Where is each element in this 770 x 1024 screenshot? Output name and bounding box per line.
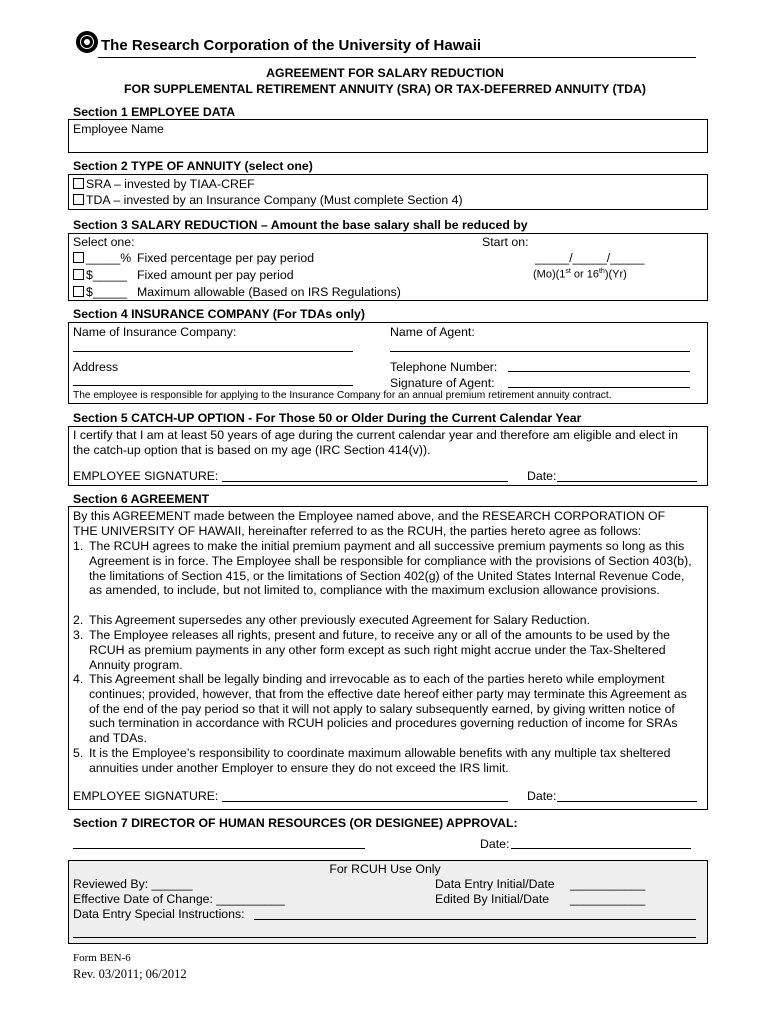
maximum-allowable-label: Maximum allowable (Based on IRS Regulations) [137, 285, 401, 299]
telephone-field[interactable] [508, 371, 690, 372]
rcuh-use-only-title: For RCUH Use Only [329, 862, 441, 876]
effective-date-label: Effective Date of Change: __________ [73, 892, 285, 906]
section6-heading: Section 6 AGREEMENT [73, 492, 210, 506]
catch-up-signature-field[interactable] [222, 481, 508, 482]
special-instructions-label: Data Entry Special Instructions: [73, 907, 245, 921]
header-rule [98, 57, 696, 58]
form-number: Form BEN-6 [73, 952, 131, 964]
section2-heading: Section 2 TYPE OF ANNUITY (select one) [73, 159, 313, 173]
insurance-company-label: Name of Insurance Company: [73, 325, 237, 339]
catch-up-signature-label: EMPLOYEE SIGNATURE: [73, 469, 219, 483]
insurance-note: The employee is responsible for applying to the Insurance Company for an annual premium retirement annuity contract. [73, 390, 612, 401]
approval-date-field[interactable] [511, 848, 691, 849]
option-tda-label: TDA – invested by an Insurance Company (Must complete Section 4) [86, 193, 463, 207]
address-field[interactable] [73, 385, 353, 386]
select-one-label: Select one: [73, 235, 135, 249]
section1-heading: Section 1 EMPLOYEE DATA [73, 105, 236, 119]
catch-up-date-label: Date: [527, 469, 557, 483]
agreement-item: 4. This Agreement shall be legally binding and irrevocable as to each of the parties hereto while employment continues; provided, however, that from the effective date hereof either party may terminate this Agreement as of the end of the pay period so that it will not apply to salary subsequently earned, by giving written notice of such termination in accordance with RCUH policies and procedures governing reduction of income for SRAs and TDAs. [73, 672, 687, 746]
insurance-company-field[interactable] [73, 351, 353, 352]
approval-date-label: Date: [480, 837, 510, 851]
form-title-line2: FOR SUPPLEMENTAL RETIREMENT ANNUITY (SRA) OR TAX-DEFERRED ANNUITY (TDA) [124, 82, 646, 96]
agreement-intro-line2: THE UNIVERSITY OF HAWAII, hereinafter referred to as the RCUH, the parties hereto agree as follows: [73, 524, 642, 538]
data-entry-label: Data Entry Initial/Date [435, 877, 555, 891]
agreement-signature-field[interactable] [222, 801, 508, 802]
fixed-amount-label: Fixed amount per pay period [137, 268, 294, 282]
agent-name-field[interactable] [390, 351, 690, 352]
option-sra-label: SRA – invested by TIAA-CREF [86, 177, 255, 191]
checkbox-icon[interactable] [73, 252, 84, 263]
catch-up-text-line2: the catch-up option that is based on my age (IRC Section 414(v)). [73, 443, 431, 457]
agreement-intro-line1: By this AGREEMENT made between the Employee named above, and the RESEARCH CORPORATION OF [73, 509, 666, 523]
start-date-format: (Mo)(1st or 16th)(Yr) [533, 268, 627, 281]
section4-heading: Section 4 INSURANCE COMPANY (For TDAs only) [73, 307, 365, 321]
agreement-signature-label: EMPLOYEE SIGNATURE: [73, 789, 219, 803]
agreement-item: 2. This Agreement supersedes any other previously executed Agreement for Salary Reduction. [73, 613, 591, 627]
agreement-date-field[interactable] [557, 801, 697, 802]
org-name: The Research Corporation of the University of Hawaii [101, 37, 482, 54]
agent-signature-label: Signature of Agent: [390, 376, 495, 390]
catch-up-text-line1: I certify that I am at least 50 years of age during the current calendar year and therefore am eligible and elect in [73, 428, 678, 442]
catch-up-date-field[interactable] [557, 481, 697, 482]
agent-signature-field[interactable] [508, 387, 690, 388]
special-instructions-field[interactable] [254, 919, 696, 920]
edited-by-field[interactable]: ___________ [570, 892, 646, 906]
checkbox-icon[interactable] [73, 286, 84, 297]
start-date-field[interactable]: _____/_____/_____ [535, 251, 645, 265]
checkbox-icon[interactable] [73, 194, 84, 205]
revision-date: Rev. 03/2011; 06/2012 [73, 967, 187, 981]
agreement-item: 5. It is the Employee’s responsibility to coordinate maximum allowable benefits with any multiple tax sheltered annuities under another Employer to ensure they do not exceed the IRS limit. [73, 746, 671, 775]
employee-name-label: Employee Name [73, 122, 164, 136]
agreement-item: 3. The Employee releases all rights, present and future, to receive any or all of the amounts to be used by the RCUH as premium payments in any other form except as such right might accrue under the Tax-Sheltered Annuity program. [73, 628, 671, 672]
telephone-label: Telephone Number: [390, 360, 498, 374]
option-tda[interactable] [73, 193, 463, 207]
form-title-line1: AGREEMENT FOR SALARY REDUCTION [266, 66, 504, 80]
option-fixed-percentage[interactable] [73, 251, 131, 265]
checkbox-icon[interactable] [73, 269, 84, 280]
address-label: Address [73, 360, 119, 374]
section7-heading: Section 7 DIRECTOR OF HUMAN RESOURCES (OR DESIGNEE) APPROVAL: [73, 816, 518, 830]
option-maximum-allowable[interactable] [73, 285, 127, 299]
amount-blank[interactable]: $_____ [86, 268, 128, 282]
section3-heading: Section 3 SALARY REDUCTION – Amount the base salary shall be reduced by [73, 218, 528, 232]
option-sra[interactable] [73, 177, 255, 191]
fixed-percentage-label: Fixed percentage per pay period [137, 251, 315, 265]
special-instructions-line2[interactable] [73, 937, 696, 938]
rcuh-logo-icon [76, 31, 98, 53]
approval-signature-field[interactable] [73, 848, 365, 849]
start-on-label: Start on: [482, 235, 529, 249]
agent-name-label: Name of Agent: [390, 325, 475, 339]
checkbox-icon[interactable] [73, 178, 84, 189]
maximum-blank[interactable]: $_____ [86, 285, 128, 299]
agreement-item: 1. The RCUH agrees to make the initial premium payment and all successive premium payments so long as this Agreement is in force. The Employee shall be responsible for compliance with the provisions of Section 403(b), the limitations of Section 415, or the limitations of Section 402(g) of the United States Internal Revenue Code, as amended, to include, but not limited to, compliance with the maximum exclusion allowance provisions. [73, 539, 692, 598]
edited-by-label: Edited By Initial/Date [435, 892, 550, 906]
reviewed-by-label: Reviewed By: ______ [73, 877, 193, 891]
section5-heading: Section 5 CATCH-UP OPTION - For Those 50 or Older During the Current Calendar Year [73, 411, 582, 425]
percentage-blank[interactable]: _____% [86, 251, 132, 265]
option-fixed-amount[interactable] [73, 268, 127, 282]
employee-name-field[interactable] [68, 119, 708, 153]
agreement-date-label: Date: [527, 789, 557, 803]
data-entry-field[interactable]: ___________ [570, 877, 646, 891]
